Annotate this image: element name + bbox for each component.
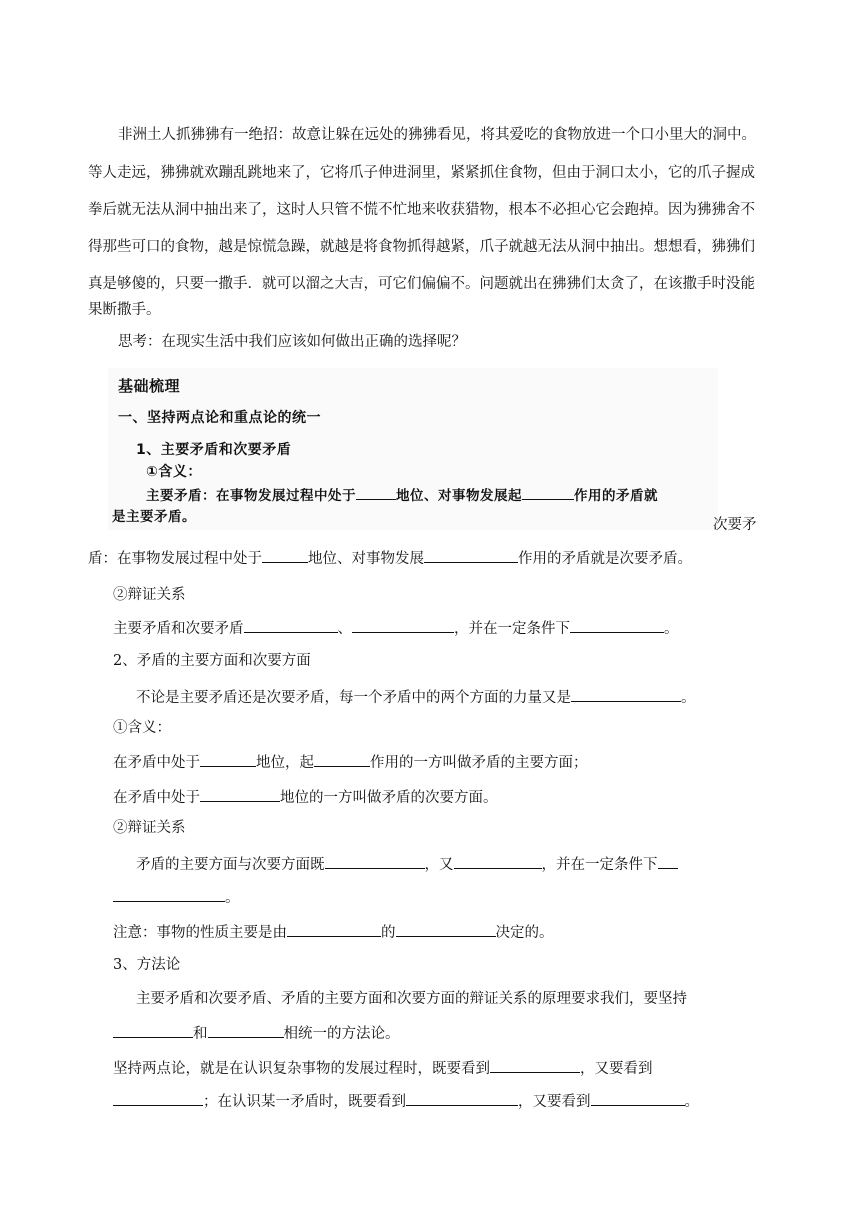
main-contradiction-def	[146, 484, 658, 506]
intro-b: 。	[681, 690, 696, 706]
rel-a: 主要矛盾和次要矛盾	[113, 621, 244, 637]
blank	[406, 1090, 518, 1106]
blank	[571, 686, 681, 702]
intro-line-2	[136, 686, 696, 708]
section-title-1: 一、坚持两点论和重点论的统一	[118, 410, 321, 426]
rel2-a: 矛盾的主要方面与次要方面既	[136, 857, 325, 873]
blank	[522, 484, 574, 500]
story-line-6: 果断撒手。	[88, 302, 161, 318]
two-b: ，又要看到	[580, 1061, 653, 1077]
methodology-line: 主要矛盾和次要矛盾、矛盾的主要方面和次要方面的辩证关系的原理要求我们，要坚持	[136, 991, 687, 1007]
asp2-a: 在矛盾中处于	[113, 790, 200, 806]
methodology-line-cont	[113, 1022, 400, 1044]
story-line-5: 真是够傻的，只要一撒手．就可以溜之大吉，可它们偏偏不。问题就出在狒狒们太贪了，在该撒手时没能	[88, 276, 755, 292]
minor-aspect-def	[113, 786, 498, 808]
blank	[424, 547, 518, 563]
blank	[244, 617, 338, 633]
meth-b: 和	[193, 1026, 208, 1042]
asp1-b: 地位，起	[256, 755, 314, 771]
main-def-text-b: 地位、对事物发展起	[396, 488, 522, 504]
story-line-2: 等人走远，狒狒就欢蹦乱跳地来了，它将爪子伸进洞里，紧紧抓住食物，但由于洞口太小，它的爪子握成	[88, 165, 755, 181]
relation-line-2	[136, 853, 678, 875]
blank	[352, 617, 454, 633]
rel-d: 。	[664, 621, 679, 637]
blank	[658, 853, 678, 869]
relation-line-1	[113, 617, 679, 639]
dialectical-relation-label-1: ②辩证关系	[113, 587, 186, 603]
definition-label-1: ①含义：	[146, 464, 202, 480]
asp1-a: 在矛盾中处于	[113, 755, 200, 771]
rel-b: 、	[337, 621, 352, 637]
main-def-text-c: 作用的矛盾就	[574, 488, 658, 504]
blank	[591, 1090, 685, 1106]
blank	[314, 751, 370, 767]
minor-def-c: 作用的矛盾就是次要矛盾。	[518, 551, 692, 567]
rel-c: ，并在一定条件下	[454, 621, 570, 637]
subsection-title-2: 2、矛盾的主要方面和次要方面	[113, 653, 311, 669]
asp1-c: 作用的一方叫做矛盾的主要方面；	[370, 755, 588, 771]
intro-a: 不论是主要矛盾还是次要矛盾，每一个矛盾中的两个方面的力量又是	[136, 690, 571, 706]
main-def-text-a: 主要矛盾：在事物发展过程中处于	[146, 488, 356, 504]
blank	[325, 853, 425, 869]
meth-c: 相统一的方法论。	[283, 1026, 400, 1042]
note-a: 注意：事物的性质主要是由	[113, 925, 287, 941]
blank	[208, 1022, 284, 1038]
minor-def-b: 地位、对事物发展	[308, 551, 424, 567]
blank	[200, 786, 280, 802]
blank	[454, 853, 542, 869]
two-c: ；在认识某一矛盾时，既要看到	[203, 1094, 406, 1110]
rel2-d: 。	[225, 890, 240, 906]
two-a: 坚持两点论，就是在认识复杂事物的发展过程时，既要看到	[113, 1061, 490, 1077]
minor-def-a: 盾：在事物发展过程中处于	[88, 551, 262, 567]
story-line-4: 得那些可口的食物，越是惊慌急躁，就越是将食物抓得越紧，爪子就越无法从洞中抽出。想想看，狒狒们	[88, 239, 755, 255]
note-line	[113, 921, 554, 943]
blank	[356, 484, 396, 500]
two-point-line-cont	[113, 1090, 699, 1112]
blank	[200, 751, 256, 767]
asp2-b: 地位的一方叫做矛盾的次要方面。	[280, 790, 498, 806]
blank	[287, 921, 381, 937]
two-e: 。	[684, 1094, 699, 1110]
minor-contradiction-tail: 次要矛	[713, 517, 757, 533]
minor-contradiction-def	[88, 547, 692, 569]
blank	[113, 1090, 203, 1106]
relation-line-2-cont	[113, 886, 240, 908]
blank	[113, 1022, 193, 1038]
story-line-3: 拳后就无法从洞中抽出来了，这时人只管不慌不忙地来收获猎物，根本不必担心它会跑掉。因为狒狒舍不	[88, 202, 755, 218]
think-question: 思考：在现实生活中我们应该如何做出正确的选择呢？	[118, 334, 466, 350]
main-contradiction-def-end: 是主要矛盾。	[112, 509, 196, 525]
blank	[262, 547, 308, 563]
subsection-title-1: 1、主要矛盾和次要矛盾	[136, 442, 292, 458]
main-aspect-def	[113, 751, 588, 773]
section-heading: 基础梳理	[118, 377, 181, 395]
two-d: ，又要看到	[518, 1094, 591, 1110]
rel2-c: ，并在一定条件下	[541, 857, 658, 873]
subsection-title-3: 3、方法论	[113, 957, 181, 973]
note-b: 的	[381, 925, 396, 941]
blank	[113, 886, 225, 902]
blank	[396, 921, 496, 937]
rel2-b: ，又	[424, 857, 454, 873]
note-c: 决定的。	[495, 925, 554, 941]
blank	[490, 1057, 580, 1073]
two-point-line	[113, 1057, 653, 1079]
blank	[570, 617, 664, 633]
dialectical-relation-label-2: ②辩证关系	[113, 820, 186, 836]
definition-label-2: ①含义：	[113, 720, 171, 736]
story-line-1: 非洲土人抓狒狒有一绝招：故意让躲在远处的狒狒看见，将其爱吃的食物放进一个口小里大的洞中。	[118, 127, 756, 143]
